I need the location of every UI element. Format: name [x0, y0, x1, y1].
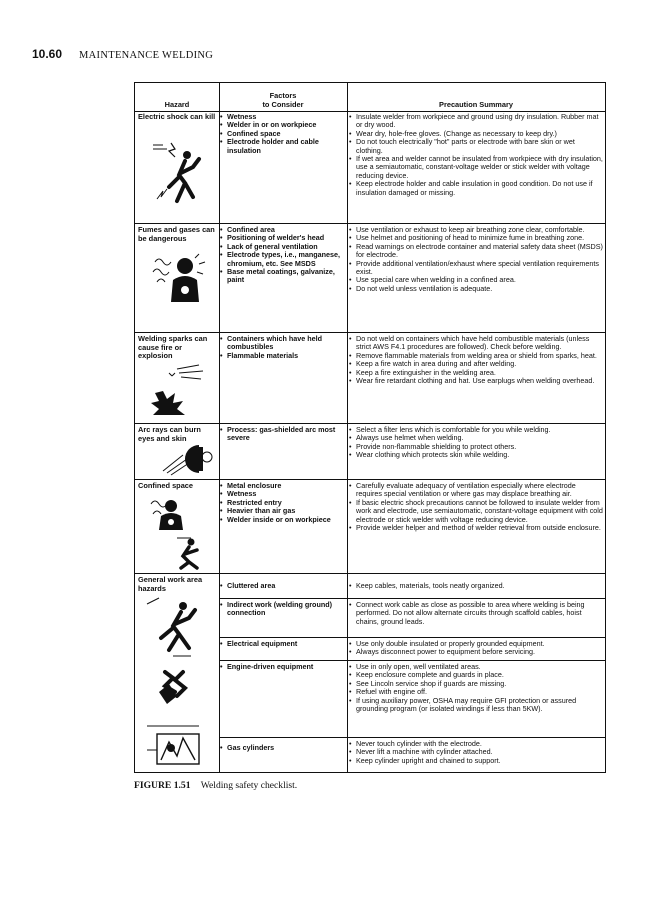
factors-list — [219, 426, 346, 443]
table-row — [135, 333, 605, 424]
precaution-item: • Wear clothing which protects skin while welding. — [348, 451, 603, 459]
figure-caption — [134, 780, 297, 791]
hazard-name: Welding sparks can cause fire or explosion — [138, 334, 208, 361]
factor-item: • Base metal coatings, galvanize, paint — [219, 268, 346, 285]
precautions-list — [348, 426, 603, 460]
precaution-item: • Use special care when welding in a confined area. — [348, 276, 603, 284]
arc-rays-icon — [159, 441, 217, 477]
precaution-item: • Select a filter lens which is comfortable for you while welding. — [348, 426, 603, 434]
factor-item: • Wetness — [219, 490, 346, 498]
factor-item: • Lack of general ventilation — [219, 243, 346, 251]
table-row — [135, 111, 605, 224]
precautions-list — [348, 640, 603, 657]
subrow — [219, 637, 605, 661]
precaution-item: • Do not weld on containers which have held combustible materials (unless strict AWS F4.1 procedures are followed). Check before welding. — [348, 335, 603, 352]
fumes-gases-icon — [149, 252, 207, 304]
factor-item: • Cluttered area — [219, 582, 346, 590]
factor-item: • Flammable materials — [219, 352, 346, 360]
precaution-item: • Provide additional ventilation/exhaust where special ventilation requirements exist. — [348, 260, 603, 277]
factor-item: • Electrical equipment — [219, 640, 346, 648]
running-title: MAINTENANCE WELDING — [79, 50, 214, 61]
precaution-item: • Never touch cylinder with the electrode. — [348, 740, 603, 748]
hazard-name: Arc rays can burn eyes and skin — [138, 425, 201, 443]
subrow — [219, 660, 605, 738]
header-factors: Factors to Consider — [262, 91, 304, 109]
factors-list — [219, 226, 346, 285]
precaution-item: • Use only double insulated or properly grounded equipment. — [348, 640, 603, 648]
table-row — [135, 480, 605, 574]
precaution-item: • Keep cables, materials, tools neatly organized. — [348, 582, 603, 590]
factor-item: • Welder inside or on workpiece — [219, 516, 346, 524]
factor-item: • Confined space — [219, 130, 346, 138]
running-head — [32, 47, 213, 62]
hazard-name: Confined space — [138, 481, 194, 490]
precaution-item: • If basic electric shock precautions cannot be followed to insulate welder from work and electrode, use semiautomatic, constant-voltage equipment with cold electrode or stick welder with voltage reducing device. — [348, 499, 603, 524]
table-row — [135, 424, 605, 480]
figure-caption-text: Welding safety checklist. — [200, 780, 298, 791]
precaution-item: • Keep enclosure complete and guards in place. — [348, 671, 603, 679]
factor-item: • Metal enclosure — [219, 482, 346, 490]
factor-item: • Process: gas-shielded arc most severe — [219, 426, 346, 443]
precaution-item: • Use ventilation or exhaust to keep air breathing zone clear, comfortable. — [348, 226, 603, 234]
table-header — [135, 83, 605, 112]
factors-list — [219, 335, 346, 360]
header-precautions: Precaution Summary — [439, 99, 513, 109]
precaution-item: • Carefully evaluate adequacy of ventilation especially where electrode requires special ventilation or where gas may displace breathing air. — [348, 482, 603, 499]
precautions-list — [348, 601, 603, 626]
factors-list — [219, 113, 346, 155]
precaution-item: • See Lincoln service shop if guards are missing. — [348, 680, 603, 688]
factors-list — [219, 663, 346, 671]
precautions-list — [348, 663, 603, 713]
precaution-item: • Read warnings on electrode container and material safety data sheet (MSDS) for electrode. — [348, 243, 603, 260]
precautions-list — [348, 482, 603, 532]
factor-item: • Heavier than air gas — [219, 507, 346, 515]
factor-item: • Indirect work (welding ground) connection — [219, 601, 346, 618]
precaution-item: • Do not touch electrically "hot" parts or electrode with bare skin or wet clothing. — [348, 138, 603, 155]
precaution-item: • Insulate welder from workpiece and ground using dry insulation. Rubber mat or dry wood. — [348, 113, 603, 130]
precaution-item: • Use helmet and positioning of head to minimize fume in breathing zone. — [348, 234, 603, 242]
precaution-item: • Connect work cable as close as possible to area where welding is being performed. Do not allow alternate circuits through scaffold cables, hoist chains, ground leads. — [348, 601, 603, 626]
precaution-item: • Provide welder helper and method of welder retrieval from outside enclosure. — [348, 524, 603, 532]
subrow — [219, 598, 605, 638]
sparks-explosion-icon — [147, 363, 209, 419]
precaution-item: • Wear dry, hole-free gloves. (Change as necessary to keep dry.) — [348, 130, 603, 138]
precaution-item: • Use in only open, well ventilated areas. — [348, 663, 603, 671]
precaution-item: • Keep a fire watch in area during and after welding. — [348, 360, 603, 368]
precaution-item: • Do not weld unless ventilation is adequate. — [348, 285, 603, 293]
subrow — [219, 574, 605, 598]
factor-item: • Restricted entry — [219, 499, 346, 507]
factors-list — [219, 482, 346, 524]
factors-list — [219, 640, 346, 648]
safety-checklist-table — [134, 82, 606, 773]
factor-item: • Confined area — [219, 226, 346, 234]
precaution-item: • Keep a fire extinguisher in the welding area. — [348, 369, 603, 377]
general-hazards-icon — [143, 596, 213, 768]
table-row — [135, 224, 605, 333]
precaution-item: • If wet area and welder cannot be insulated from workpiece with dry insulation, use a semiautomatic, constant-voltage welder or stick welder with voltage reducing device. — [348, 155, 603, 180]
precautions-list — [348, 113, 603, 197]
precaution-item: • Keep cylinder upright and chained to support. — [348, 757, 603, 765]
precautions-list — [348, 740, 603, 765]
electric-shock-icon — [149, 139, 205, 211]
factor-item: • Wetness — [219, 113, 346, 121]
hazard-name: General work area hazards — [138, 575, 203, 593]
figure-number: FIGURE 1.51 — [134, 780, 191, 791]
hazard-name: Electric shock can kill — [138, 112, 216, 121]
factor-item: • Electrode types, i.e., manganese, chromium, etc. See MSDS — [219, 251, 346, 268]
precaution-item: • Remove flammable materials from welding area or shield from sparks, heat. — [348, 352, 603, 360]
factor-item: • Containers which have held combustibles — [219, 335, 346, 352]
confined-space-icon — [147, 494, 207, 570]
subrow — [219, 737, 605, 773]
factors-list — [219, 582, 346, 590]
precautions-list — [348, 226, 603, 293]
precaution-item: • Wear fire retardant clothing and hat. Use earplugs when welding overhead. — [348, 377, 603, 385]
precaution-item: • Always use helmet when welding. — [348, 434, 603, 442]
factor-item: • Electrode holder and cable insulation — [219, 138, 346, 155]
header-hazard: Hazard — [164, 99, 190, 109]
factor-item: • Engine-driven equipment — [219, 663, 346, 671]
precautions-list — [348, 582, 603, 590]
page-number: 10.60 — [32, 47, 63, 61]
factor-item: • Welder in or on workpiece — [219, 121, 346, 129]
precaution-item: • If using auxiliary power, OSHA may require GFI protection or assured grounding program (or isolated windings if less than 5KW). — [348, 697, 603, 714]
factor-item: • Gas cylinders — [219, 744, 346, 752]
precaution-item: • Keep electrode holder and cable insulation in good condition. Do not use if insulation damaged or missing. — [348, 180, 603, 197]
hazard-name: Fumes and gases can be dangerous — [138, 225, 215, 243]
factor-item: • Positioning of welder's head — [219, 234, 346, 242]
precautions-list — [348, 335, 603, 385]
table-row — [135, 574, 605, 772]
factors-list — [219, 744, 346, 752]
precaution-item: • Always disconnect power to equipment before servicing. — [348, 648, 603, 656]
factors-list — [219, 601, 346, 618]
precaution-item: • Never lift a machine with cylinder attached. — [348, 748, 603, 756]
precaution-item: • Refuel with engine off. — [348, 688, 603, 696]
precaution-item: • Provide non-flammable shielding to protect others. — [348, 443, 603, 451]
